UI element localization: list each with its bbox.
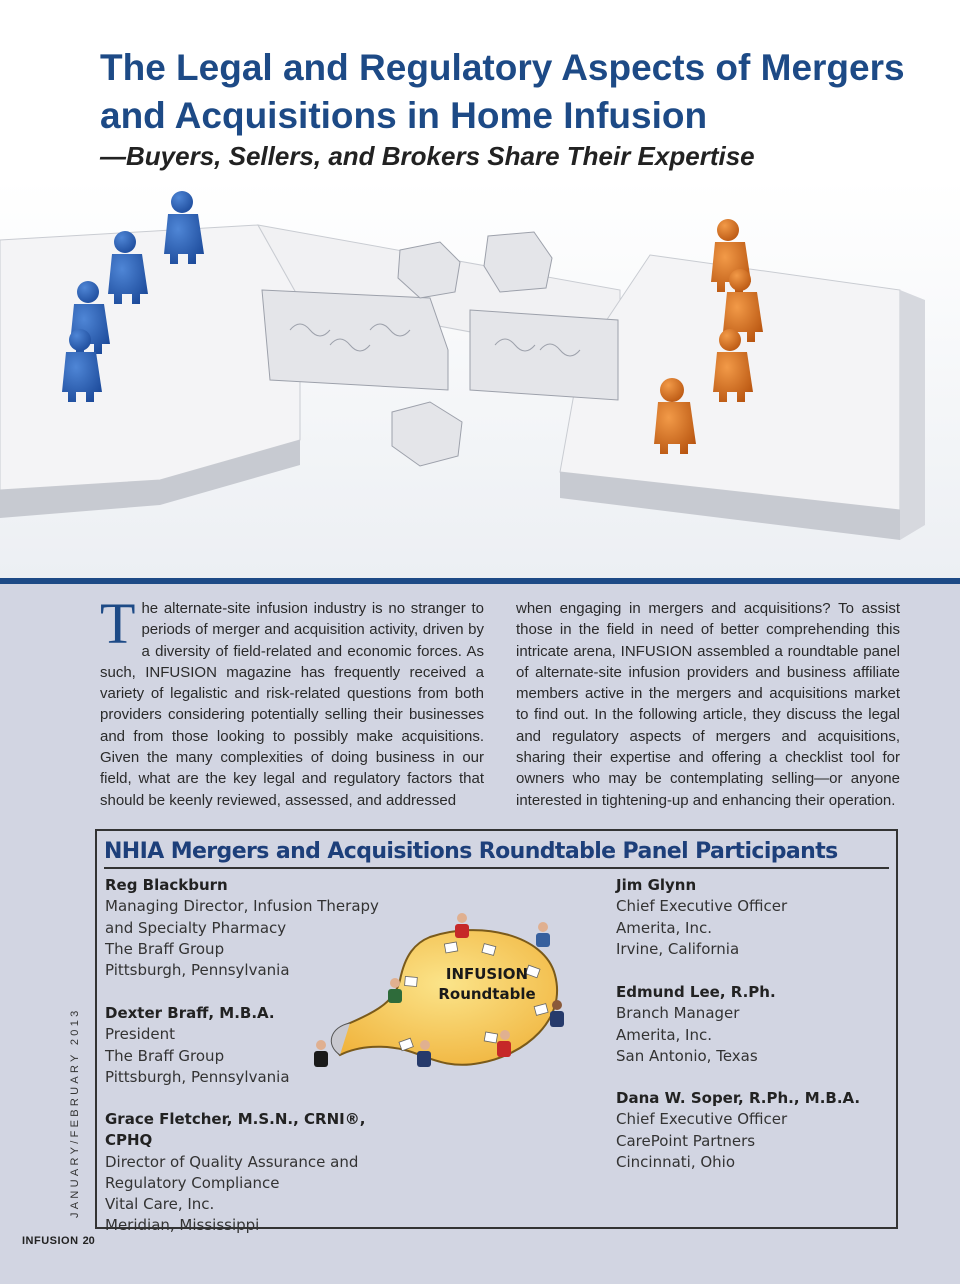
issue-date: JANUARY/FEBRUARY 2013 [69,1007,81,1218]
participant-name: Dana W. Soper, R.Ph., M.B.A. [616,1089,861,1107]
participant-detail: Regulatory Compliance [105,1173,280,1192]
participant-detail: The Braff Group [105,939,225,958]
article-title: The Legal and Regulatory Aspects of Mergers and Acquisitions in Home Infusion [100,47,905,136]
participant-detail: President [105,1025,175,1044]
page-number: 20 [82,1235,95,1247]
participant-detail: Chief Executive Officer [616,897,788,916]
body-text-1: he alternate-site infusion industry is no stranger to periods of merger and acquisition activity, driven by a diversity of field-related and economic forces. As such, INFUSION magazine has frequently received a variety of legalistic and risk-related questions from both providers considering potentially selling their businesses and from those looking to possibly make acquisitions. Given the many complexities of doing business in our field, what are the key legal and regulatory factors that should be keenly reviewed, assessed, and addressed [100,600,484,809]
article-subtitle: —Buyers, Sellers, and Brokers Share Their Expertise [100,141,755,171]
participant [105,1109,405,1237]
roundtable-illustration [305,905,580,1090]
participant-detail: Amerita, Inc. [616,918,712,937]
participant-detail: Branch Manager [616,1004,740,1023]
participant-detail: San Antonio, Texas [616,1046,758,1065]
body-column-2: when engaging in mergers and acquisitions? To assist those in the field in need of better comprehending this intricate arena, INFUSION assembled a roundtable panel of alternate-site infusion providers and business affiliate members active in the mergers and acquisitions market to find out. In the following article, they discuss the legal and regulatory aspects of mergers and acquisitions, sharing their expertise and offering a checklist tool for owners who may be contemplating selling—or anyone interested in tightening-up and enhancing their operation. [516,600,900,809]
participant-name: Reg Blackburn [105,876,228,894]
graphic-label-2: Roundtable [438,985,536,1003]
participant-detail: Meridian, Mississippi [105,1216,260,1235]
participant-detail: Pittsburgh, Pennsylvania [105,961,290,980]
participant-detail: Managing Director, Infusion Therapy [105,897,379,916]
participant [616,1088,886,1173]
participant-detail: Cincinnati, Ohio [616,1152,736,1171]
participant-detail: Vital Care, Inc. [105,1195,215,1214]
participant-detail: The Braff Group [105,1046,225,1065]
participant [616,982,886,1067]
body-column-1 [100,591,484,811]
participant-name: Dexter Braff, M.B.A. [105,1004,275,1022]
participant-name: Grace Fletcher, M.S.N., CRNI®, CPHQ [105,1110,366,1150]
participant [616,875,886,960]
hero-illustration [0,180,960,578]
graphic-label-1: INFUSION [445,965,529,983]
participant-detail: Director of Quality Assurance and [105,1152,359,1171]
participant-detail: Chief Executive Officer [616,1110,788,1129]
participant-detail: CarePoint Partners [616,1131,756,1150]
participant-name: Edmund Lee, R.Ph. [616,983,776,1001]
participant-detail: Amerita, Inc. [616,1025,712,1044]
participant-detail: Pittsburgh, Pennsylvania [105,1067,290,1086]
panel-title: NHIA Mergers and Acquisitions Roundtable Panel Participants [104,838,889,869]
drop-cap: T [100,591,136,656]
participant-detail: Irvine, California [616,939,740,958]
participant-detail: and Specialty Pharmacy [105,918,287,937]
page-folio [22,1235,95,1247]
magazine-logo: INFUSION [22,1235,79,1247]
participant-name: Jim Glynn [616,876,697,894]
